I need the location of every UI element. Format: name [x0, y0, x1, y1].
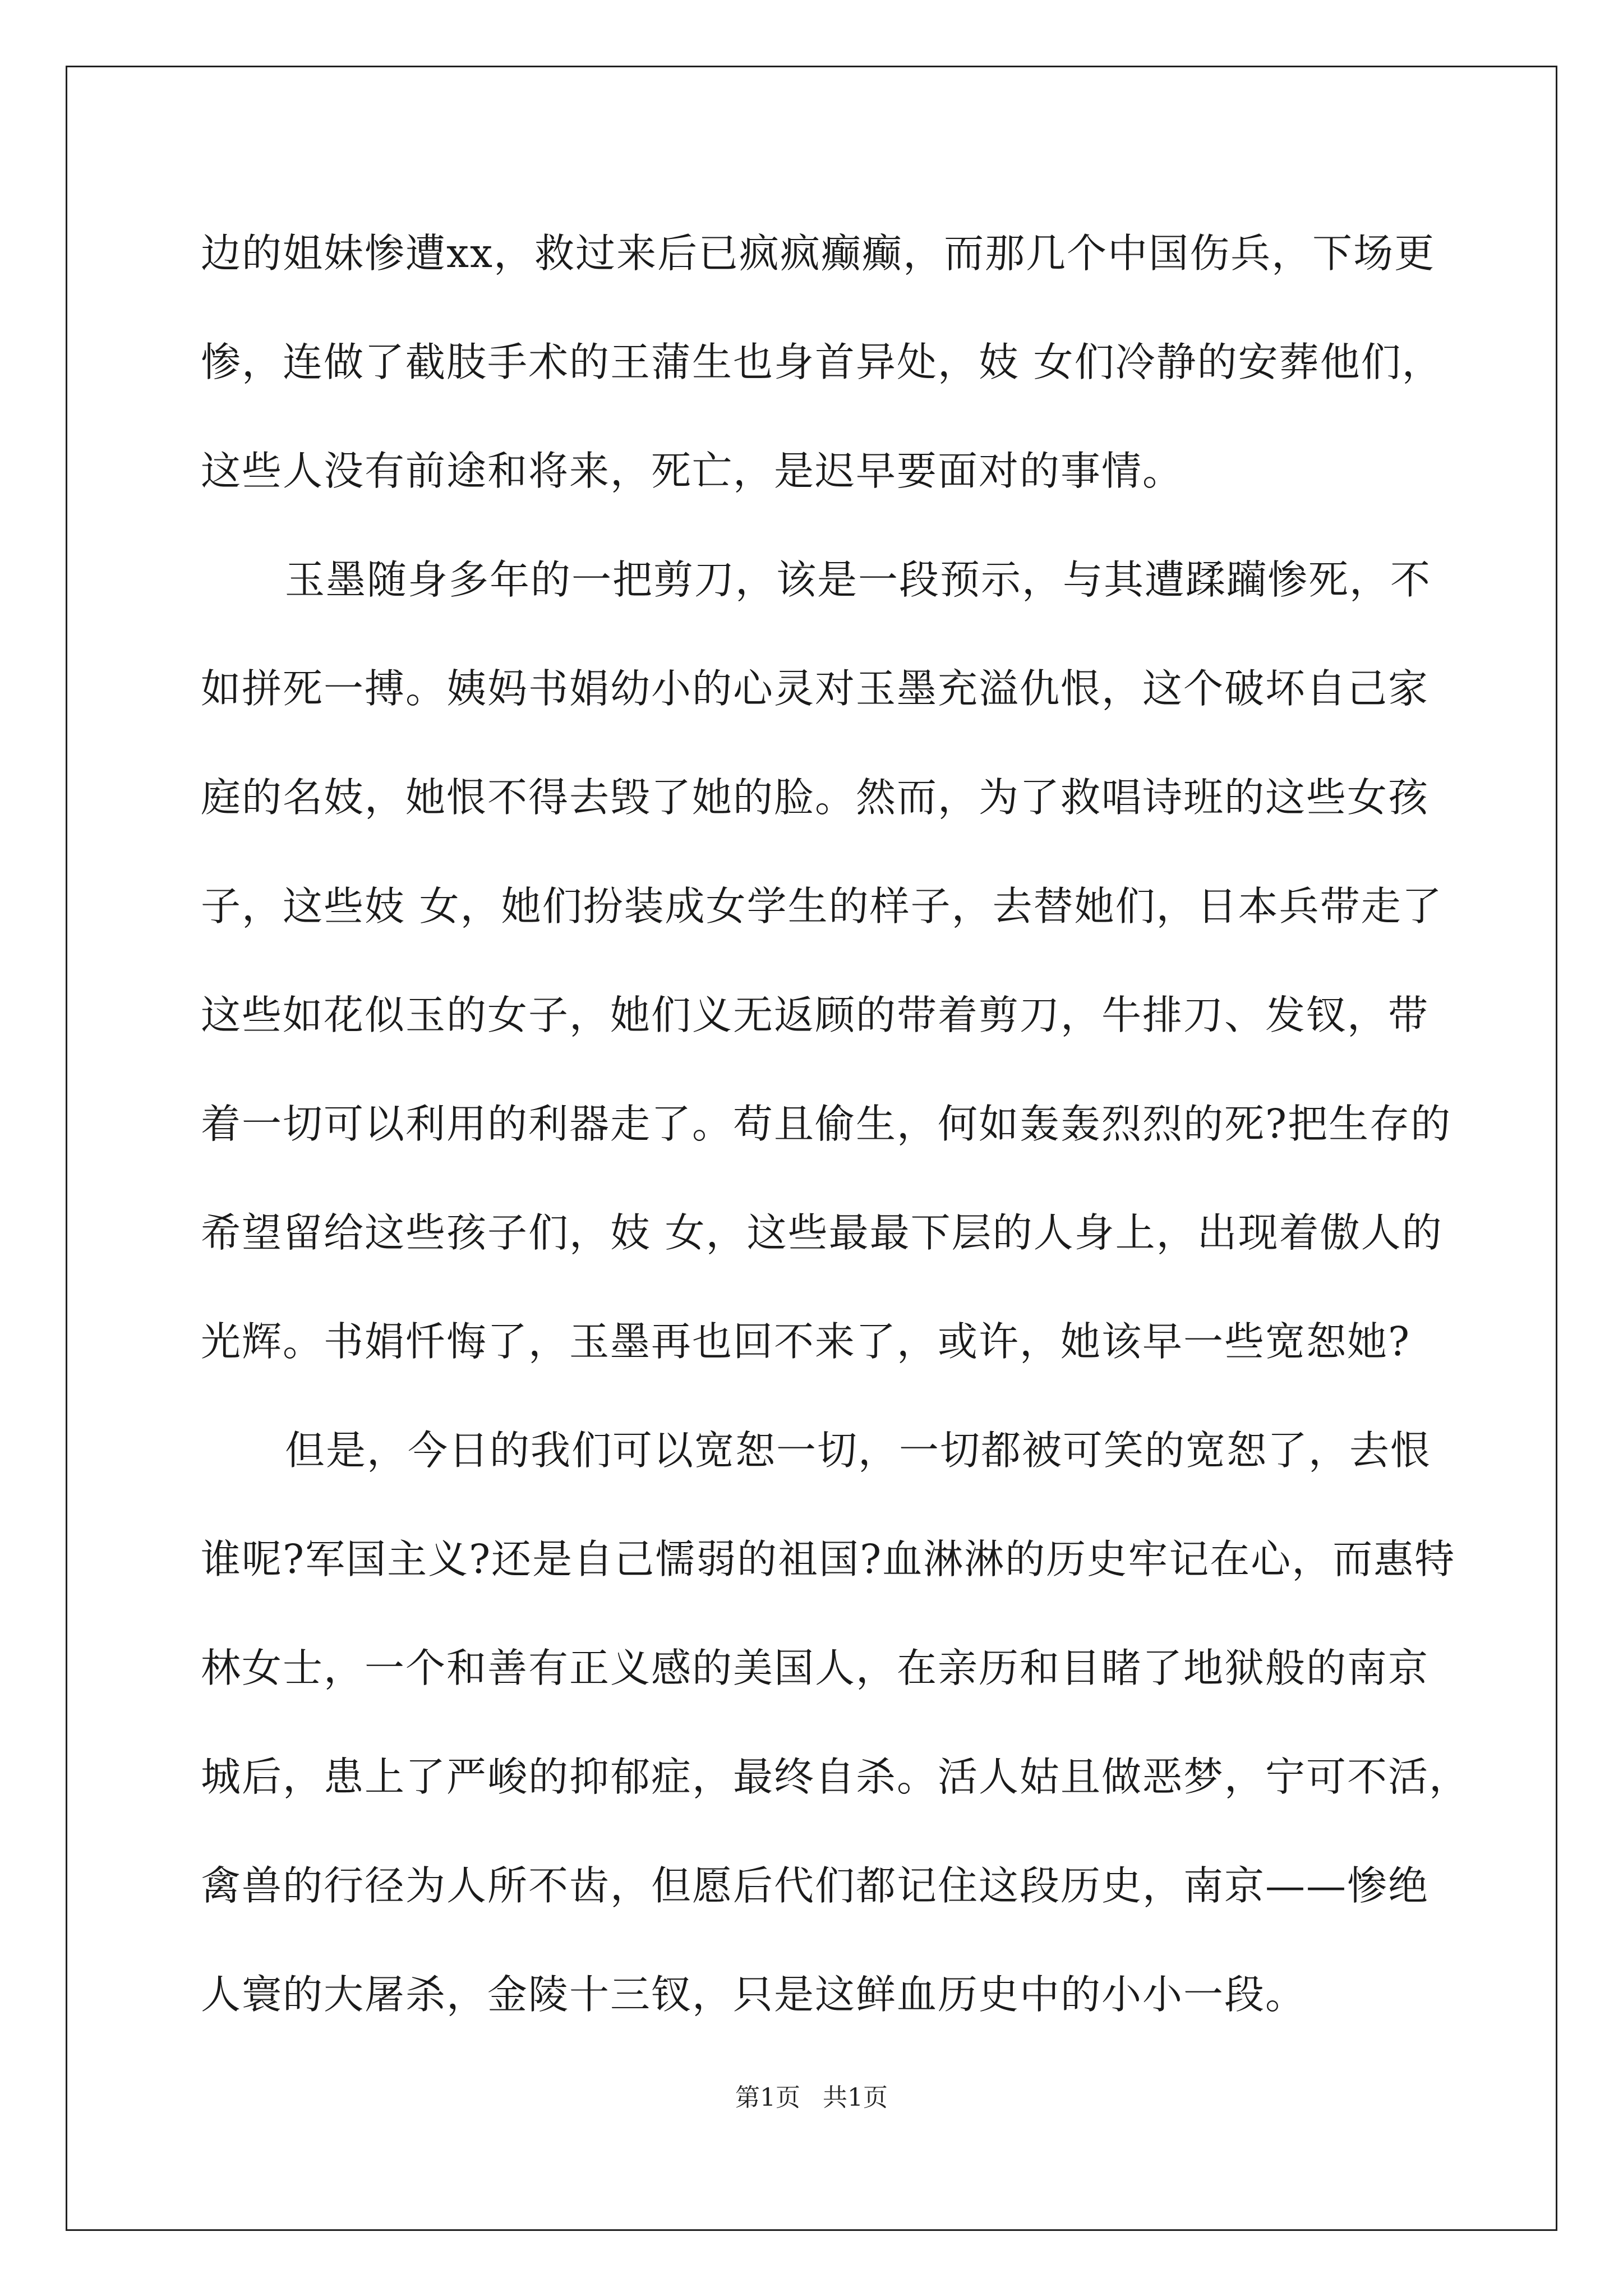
text-line: 林女士，一个和善有正义感的美国人，在亲历和目睹了地狱般的南京 — [201, 1645, 1430, 1691]
text-line: 禽兽的行径为人所不齿，但愿后代们都记住这段历史，南京——惨绝 — [201, 1862, 1430, 1909]
text-line: 这些人没有前途和将来，死亡，是迟早要面对的事情。 — [201, 448, 1184, 494]
text-line: 光辉。书娟忏悔了，玉墨再也回不来了，或许，她该早一些宽恕她? — [201, 1318, 1411, 1365]
paragraph-start-line: 但是，今日的我们可以宽恕一切，一切都被可笑的宽恕了，去恨 — [285, 1427, 1432, 1474]
text-line: 着一切可以利用的利器走了。苟且偷生，何如轰轰烈烈的死?把生存的 — [201, 1101, 1452, 1147]
text-line: 谁呢?军国主义?还是自己懦弱的祖国?血淋淋的历史牢记在心，而惠特 — [201, 1536, 1456, 1582]
text-line: 希望留给这些孩子们，妓 女，这些最最下层的人身上，出现着傲人的 — [201, 1209, 1443, 1256]
text-line: 如拼死一搏。姨妈书娟幼小的心灵对玉墨充溢仇恨，这个破坏自己家 — [201, 665, 1430, 712]
text-line: 这些如花似玉的女子，她们义无返顾的带着剪刀，牛排刀、发钗，带 — [201, 992, 1430, 1038]
text-line: 子，这些妓 女，她们扮装成女学生的样子，去替她们，日本兵带走了 — [201, 883, 1443, 930]
page-footer — [0, 2081, 1623, 2115]
document-body — [201, 218, 1470, 2068]
page-number-current: 第1页 — [735, 2083, 800, 2112]
text-line: 惨，连做了截肢手术的王蒲生也身首异处，妓 女们冷静的安葬他们， — [201, 339, 1443, 385]
text-line: 庭的名妓，她恨不得去毁了她的脸。然而，为了救唱诗班的这些女孩 — [201, 774, 1430, 821]
paragraph-start-line: 玉墨随身多年的一把剪刀，该是一段预示，与其遭蹂躏惨死，不 — [285, 556, 1432, 603]
text-line: 城后，患上了严峻的抑郁症，最终自杀。活人姑且做恶梦，宁可不活， — [201, 1754, 1470, 1800]
page-number-total: 共1页 — [823, 2083, 888, 2112]
text-line: 边的姐妹惨遭xx，救过来后已疯疯癫癫，而那几个中国伤兵，下场更 — [201, 230, 1436, 277]
text-line: 人寰的大屠杀，金陵十三钗，只是这鲜血历史中的小小一段。 — [201, 1971, 1307, 2018]
